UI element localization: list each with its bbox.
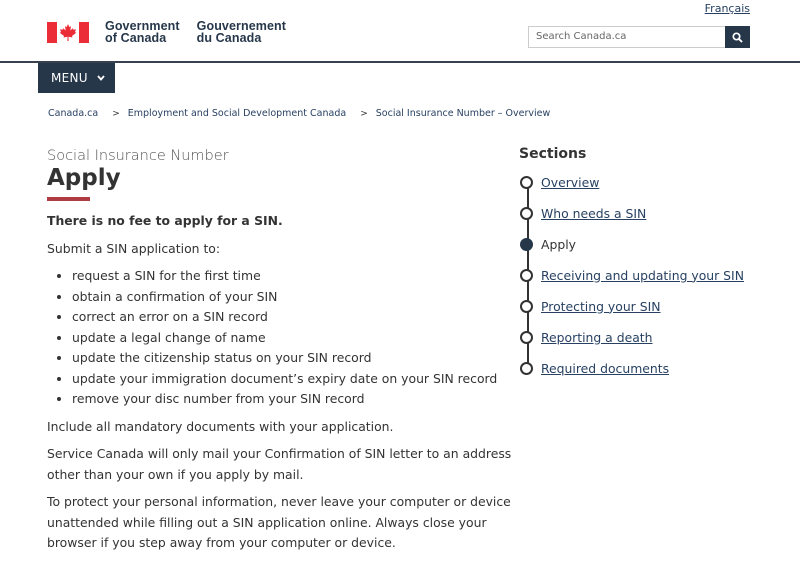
page-kicker: Social Insurance Number	[47, 148, 229, 164]
menu-button[interactable]	[38, 63, 115, 93]
page-title: Apply	[47, 165, 121, 191]
canada-flag-icon	[47, 22, 89, 43]
header-divider	[0, 61, 800, 63]
no-fee-statement: There is no fee to apply for a SIN.	[47, 213, 283, 228]
submit-intro: Submit a SIN application to:	[47, 240, 221, 256]
section-link-receiving[interactable]: Receiving and updating your SIN	[541, 267, 744, 283]
search-form	[528, 26, 750, 48]
signature-english: Government of Canada	[105, 19, 180, 45]
list-item: • update the citizenship status on your SIN record	[72, 348, 517, 369]
list-item: • correct an error on a SIN record	[72, 307, 517, 328]
mail-note: Service Canada will only mail your Confirmation of SIN letter to an address other than your own if you apply by mail.	[47, 446, 512, 482]
government-signature[interactable]	[47, 20, 286, 44]
section-item-overview[interactable]	[519, 172, 599, 192]
privacy-note: To protect your personal information, never leave your computer or device unattended while filling out a SIN application online. Always close your browser if you step away from your computer or device.	[47, 494, 511, 550]
breadcrumb-separator: >	[360, 108, 368, 119]
include-documents-text: Include all mandatory documents with your application.	[47, 418, 394, 434]
section-current-apply: Apply	[541, 236, 576, 252]
signature-french: Gouvernement du Canada	[196, 19, 287, 45]
title-underline	[47, 197, 90, 201]
section-item-required-docs[interactable]	[519, 358, 669, 378]
list-item: • update your immigration document’s expiry date on your SIN record	[72, 369, 517, 390]
section-link-who-needs[interactable]: Who needs a SIN	[541, 205, 647, 221]
language-toggle-link[interactable]: Français	[704, 2, 750, 15]
breadcrumb-link-esdc[interactable]: Employment and Social Development Canada	[127, 108, 347, 119]
step-marker-icon	[520, 331, 533, 344]
section-link-protecting[interactable]: Protecting your SIN	[541, 298, 661, 314]
section-item-receiving[interactable]	[519, 265, 744, 285]
sections-heading: Sections	[519, 146, 587, 162]
step-marker-icon	[520, 269, 533, 282]
section-link-required-docs[interactable]: Required documents	[541, 360, 670, 376]
list-item: • update a legal change of name	[72, 328, 517, 349]
list-item: • obtain a confirmation of your SIN	[72, 287, 517, 308]
section-item-protecting[interactable]	[519, 296, 661, 316]
section-link-overview[interactable]: Overview	[541, 174, 600, 190]
main-content	[47, 211, 517, 561]
section-item-reporting-death[interactable]	[519, 327, 653, 347]
section-link-reporting-death[interactable]: Reporting a death	[541, 329, 653, 345]
menu-label: MENU	[51, 71, 88, 85]
breadcrumb	[48, 108, 550, 119]
section-item-who-needs[interactable]	[519, 203, 646, 223]
breadcrumb-link-sin-overview[interactable]: Social Insurance Number – Overview	[375, 108, 551, 119]
step-marker-icon	[520, 362, 533, 375]
search-button[interactable]	[725, 26, 750, 48]
list-item: • remove your disc number from your SIN record	[72, 389, 517, 410]
step-marker-icon	[520, 176, 533, 189]
breadcrumb-link-canada[interactable]: Canada.ca	[48, 108, 99, 119]
step-marker-icon	[520, 300, 533, 313]
step-marker-current-icon	[520, 238, 533, 251]
search-icon	[732, 32, 743, 43]
list-item: • request a SIN for the first time	[72, 266, 517, 287]
chevron-down-icon	[97, 75, 105, 81]
search-input[interactable]: Search Canada.ca	[528, 26, 725, 48]
breadcrumb-separator: >	[112, 108, 120, 119]
step-marker-icon	[520, 207, 533, 220]
section-item-apply	[519, 234, 576, 254]
reasons-list	[47, 266, 517, 410]
